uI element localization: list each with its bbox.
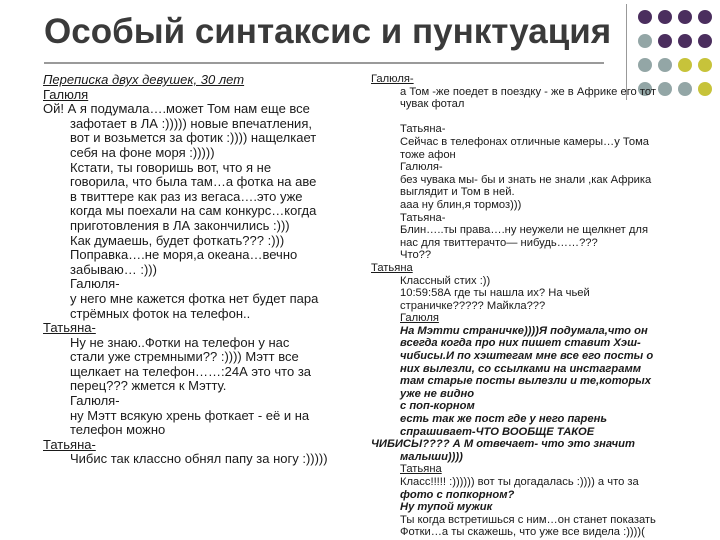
- left-text-line: Ну не знаю..Фотки на телефон у нас: [70, 334, 290, 350]
- right-text-line: выглядит и Том в ней.: [400, 186, 515, 199]
- left-text-line: когда мы поехали на сам конкурс…когда: [70, 203, 317, 219]
- right-text-line: [371, 111, 711, 124]
- right-text-line: Классный стих :)): [400, 274, 491, 287]
- decor-dot: [658, 58, 672, 72]
- right-text-line: ЧИБИСЫ???? А М отвечает- что это значит: [371, 438, 635, 451]
- right-text-line: уже не видно: [400, 387, 475, 400]
- decor-dot: [638, 34, 652, 48]
- right-text-line: Татьяна: [400, 463, 442, 476]
- left-text-line: Галюля-: [70, 393, 120, 409]
- left-text-line: Галюля-: [70, 276, 120, 292]
- right-text-line: там старые посты вылезли и те,которых: [400, 375, 651, 388]
- decor-dot: [658, 10, 672, 24]
- right-column-text: [371, 73, 711, 539]
- right-text-line: 10:59:58А где ты нашла их? На чьей: [400, 287, 590, 300]
- left-text-line: себя на фоне моря :))))): [70, 144, 215, 160]
- right-text-line: Татьяна-: [400, 123, 446, 136]
- right-text-line: есть так же пост где у него парень: [400, 413, 607, 426]
- left-text-line: зафотает в ЛА :))))) новые впечатления,: [70, 115, 312, 131]
- right-text-line: Блин…..ты права….ну неужели не щелкнет для: [400, 224, 649, 237]
- left-text-line: щелкает на телефон……:24А это что за: [70, 363, 312, 379]
- right-text-line: них вылезли, со ссылками на инстаграмм: [400, 362, 642, 375]
- left-text-line: Как думаешь, будет фоткать??? :))): [70, 232, 285, 248]
- right-text-line: Класс!!!!! :)))))) вот ты догадалась :)))) а что за: [400, 476, 639, 488]
- right-text-line: Галюля-: [400, 161, 443, 174]
- right-text-line: Ну тупой мужик: [400, 501, 493, 514]
- decor-dot: [698, 10, 712, 24]
- left-text-line: Кстати, ты говоришь вот, что я не: [70, 159, 272, 175]
- left-text-line: Поправка….не моря,а океана…вечно: [70, 247, 298, 263]
- right-text-line: Галюля: [400, 312, 439, 325]
- decor-dot: [678, 34, 692, 48]
- left-text-line: Татьяна-: [43, 320, 96, 336]
- left-column-text: [43, 73, 353, 467]
- title-underline: [44, 62, 604, 64]
- right-text-line: Фотки…а ты скажешь, что уже все видела :))))(: [400, 526, 645, 539]
- decor-dot: [698, 58, 712, 72]
- left-text-line: у него мне кажется фотка нет будет пара: [70, 290, 319, 306]
- right-text-line: малыши)))): [400, 450, 463, 463]
- left-text-line: стрёмных фоток на телефон..: [70, 305, 251, 321]
- decor-dot: [638, 58, 652, 72]
- left-text-line: Чибис так классно обнял папу за ногу :))))): [70, 451, 328, 467]
- right-text-line: Сейчас в телефонах отличные камеры…у Тома: [400, 135, 650, 148]
- right-text-line: спрашивает-ЧТО ВООБЩЕ ТАКОЕ: [400, 425, 595, 438]
- decor-dot: [658, 34, 672, 48]
- left-text-line: Ой! А я подумала….может Том нам еще все: [43, 101, 310, 117]
- right-text-line: чибисы.И по хэштегам мне все его посты о: [400, 350, 654, 363]
- right-text-line: Галюля-: [371, 73, 414, 85]
- right-text-line: нас для твиттерачто— нибудь……???: [400, 236, 598, 249]
- left-text-line: вот и возьмется за фотик :)))) нащелкает: [70, 130, 317, 146]
- right-text-line: всегда когда про них пишет ставит Хэш-: [400, 337, 641, 350]
- right-text-line: На Мэтти страничке))))Я подумала,что он: [400, 324, 648, 337]
- decor-dot: [678, 58, 692, 72]
- right-text-line: ааа ну блин,я тормоз))): [400, 198, 522, 211]
- right-text-line: чувак фотал: [400, 98, 465, 111]
- decor-dot: [678, 10, 692, 24]
- right-text-line: Ты когда встретишься с ним…он станет показать: [400, 513, 656, 526]
- right-text-line: Татьяна-: [400, 211, 446, 224]
- right-text-line: фото с попкорном?: [400, 488, 515, 501]
- left-text-line: Галюля: [43, 86, 89, 102]
- left-text-line: перец??? жмется к Мэтту.: [70, 378, 227, 394]
- left-text-line: говорила, что была там…а фотка на аве: [70, 174, 317, 190]
- left-text-line: забываю… :))): [70, 261, 157, 277]
- right-text-line: с поп-корном: [400, 400, 475, 413]
- decor-dot: [698, 34, 712, 48]
- decor-dot: [638, 10, 652, 24]
- left-text-line: Переписка двух девушек, 30 лет: [43, 72, 245, 87]
- slide-title: Особый синтаксис и пунктуация: [44, 12, 612, 51]
- right-text-line: а Том -же поедет в поездку - же в Африке его тот: [400, 85, 656, 98]
- right-text-line: тоже афон: [400, 148, 456, 161]
- right-text-line: Что??: [400, 249, 432, 262]
- left-text-line: Татьяна-: [43, 436, 96, 452]
- right-text-line: Татьяна: [371, 261, 413, 274]
- left-text-line: телефон можно: [70, 422, 166, 438]
- left-text-line: ну Мэтт всякую хрень фоткает - её и на: [70, 407, 310, 423]
- left-text-line: приготовления в ЛА закончились :))): [70, 217, 290, 233]
- right-text-line: страничке????? Майкла???: [400, 299, 546, 312]
- left-text-line: в твиттере как раз из вегаса….это уже: [70, 188, 303, 204]
- left-text-line: стали уже стремными?? :)))) Мэтт все: [70, 349, 299, 365]
- right-text-line: без чувака мы- бы и знать не знали ,как Африка: [400, 173, 652, 186]
